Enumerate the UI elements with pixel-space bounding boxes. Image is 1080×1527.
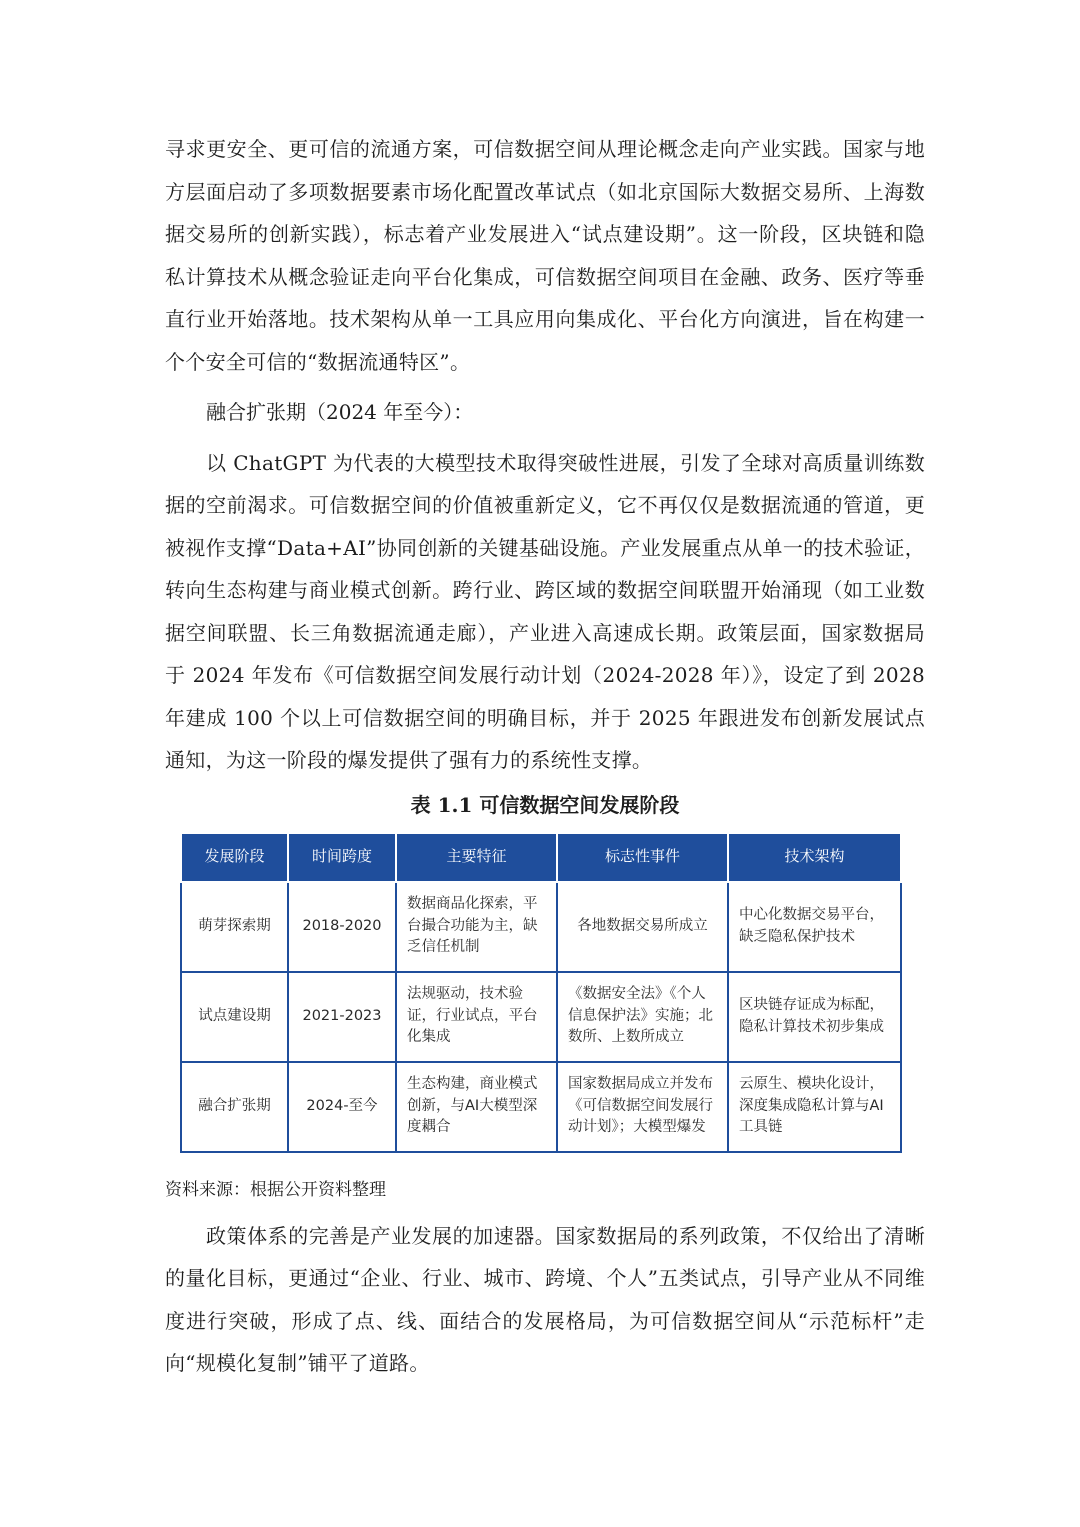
table-row	[181, 972, 901, 1062]
table-source-note: 资料来源：根据公开资料整理	[165, 1179, 386, 1200]
cell-features: 生态构建，商业模式创新，与AI大模型深度耦合	[396, 1062, 557, 1152]
header-events: 标志性事件	[557, 833, 728, 882]
header-period: 时间跨度	[288, 833, 396, 882]
section-heading-fusion-expansion: 融合扩张期（2024 年至今）：	[206, 400, 474, 424]
stages-table	[180, 832, 902, 1153]
paragraph-pilot-stage: 寻求更安全、更可信的流通方案，可信数据空间从理论概念走向产业实践。国家与地方层面启动了多项数据要素市场化配置改革试点（如北京国际大数据交易所、上海数据交易所的创新实践），标志着产业发展进入“试点建设期”。这一阶段，区块链和隐私计算技术从概念验证走向平台化集成，可信数据空间项目在金融、政务、医疗等垂直行业开始落地。技术架构从单一工具应用向集成化、平台化方向演进，旨在构建一个个安全可信的“数据流通特区”。	[165, 137, 925, 374]
table-header-row	[181, 833, 901, 882]
table-row	[181, 882, 901, 972]
cell-events: 《数据安全法》《个人信息保护法》实施；北数所、上数所成立	[557, 972, 728, 1062]
stages-table-wrapper	[180, 832, 900, 1153]
header-stage: 发展阶段	[181, 833, 288, 882]
paragraph-fusion-expansion: 以 ChatGPT 为代表的大模型技术取得突破性进展，引发了全球对高质量训练数据的空前渴求。可信数据空间的价值被重新定义，它不再仅仅是数据流通的管道，更被视作支撑“Data+AI”协同创新的关键基础设施。产业发展重点从单一的技术验证，转向生态构建与商业模式创新。跨行业、跨区域的数据空间联盟开始涌现（如工业数据空间联盟、长三角数据流通走廊），产业进入高速成长期。政策层面，国家数据局于 2024 年发布《可信数据空间发展行动计划（2024-2028 年）》，设定了到 2028 年建成 100 个以上可信数据空间的明确目标，并于 2025 年跟进发布创新发展试点通知，为这一阶段的爆发提供了强有力的系统性支撑。	[165, 450, 925, 772]
document-page	[165, 128, 925, 1385]
cell-features: 法规驱动，技术验证，行业试点，平台化集成	[396, 972, 557, 1062]
paragraph-policy-system: 政策体系的完善是产业发展的加速器。国家数据局的系列政策，不仅给出了清晰的量化目标，更通过“企业、行业、城市、跨境、个人”五类试点，引导产业从不同维度进行突破，形成了点、线、面结合的发展格局，为可信数据空间从“示范标杆”走向“规模化复制”铺平了道路。	[165, 1223, 925, 1375]
header-architecture: 技术架构	[728, 833, 901, 882]
cell-features: 数据商品化探索，平台撮合功能为主，缺乏信任机制	[396, 882, 557, 972]
cell-architecture: 区块链存证成为标配，隐私计算技术初步集成	[728, 972, 901, 1062]
cell-architecture: 中心化数据交易平台，缺乏隐私保护技术	[728, 882, 901, 972]
cell-events: 国家数据局成立并发布《可信数据空间发展行动计划》；大模型爆发	[557, 1062, 728, 1152]
cell-stage: 融合扩张期	[181, 1062, 288, 1152]
cell-architecture: 云原生、模块化设计，深度集成隐私计算与AI工具链	[728, 1062, 901, 1152]
cell-period: 2024-至今	[288, 1062, 396, 1152]
table-caption: 表 1.1 可信数据空间发展阶段	[410, 792, 680, 817]
cell-events: 各地数据交易所成立	[557, 882, 728, 972]
cell-stage: 试点建设期	[181, 972, 288, 1062]
header-features: 主要特征	[396, 833, 557, 882]
cell-period: 2018-2020	[288, 882, 396, 972]
table-row	[181, 1062, 901, 1152]
cell-period: 2021-2023	[288, 972, 396, 1062]
cell-stage: 萌芽探索期	[181, 882, 288, 972]
